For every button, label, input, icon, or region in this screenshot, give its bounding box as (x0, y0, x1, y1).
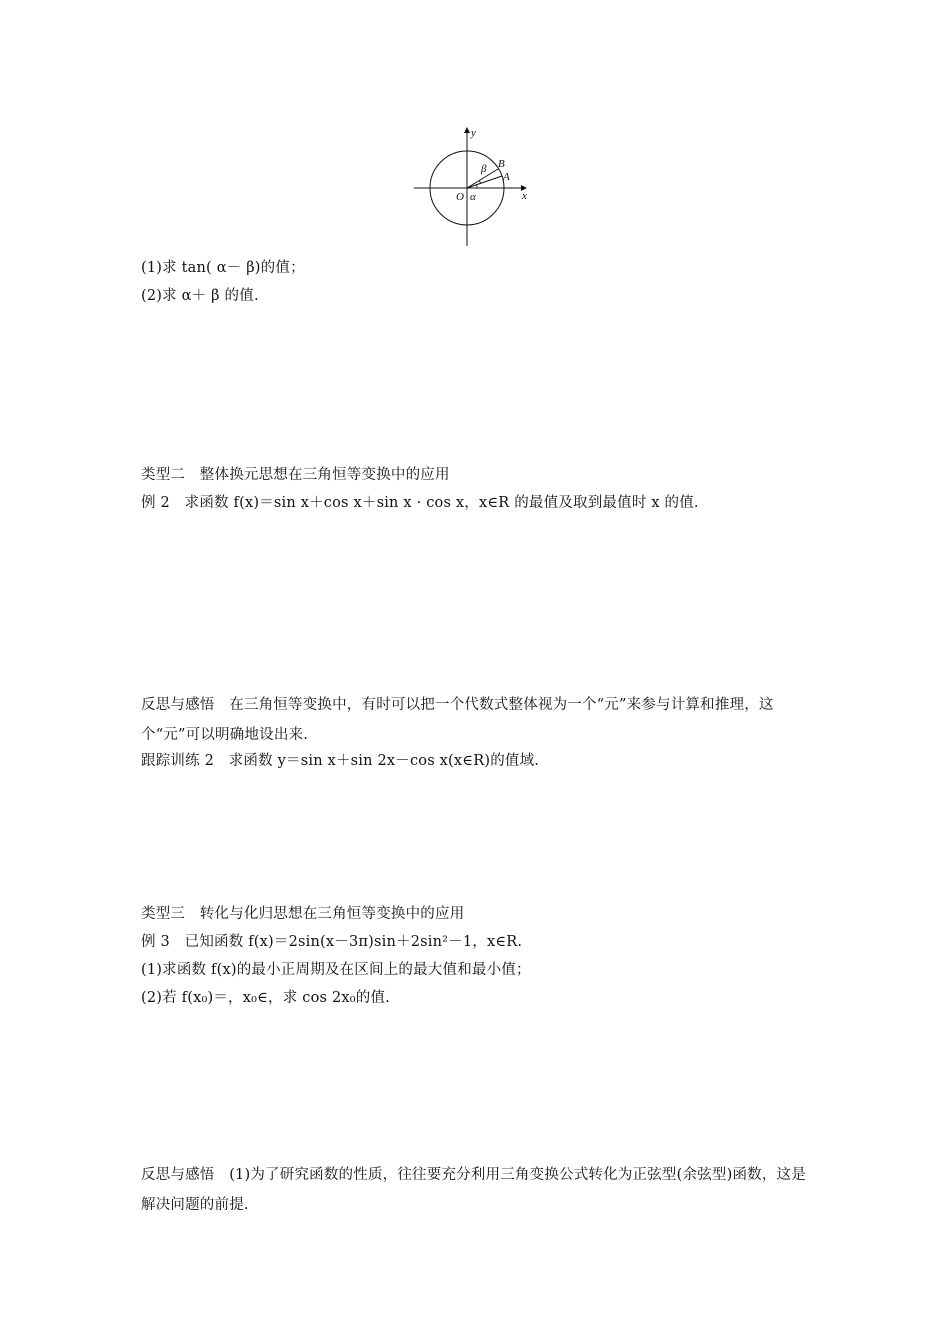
label-A: A (503, 171, 510, 183)
label-origin: O (456, 191, 464, 203)
type-two-heading: 类型二 整体换元思想在三角恒等变换中的应用 (141, 467, 450, 483)
question-2: (2)求 α＋ β 的值. (141, 288, 259, 304)
example-2: 例 2 求函数 f(x)＝sin x＋cos x＋sin x · cos x，x∈R 的最值及取到最值时 x 的值. (141, 495, 699, 511)
reflection-2: 反思与感悟 (1)为了研究函数的性质，往往要充分利用三角变换公式转化为正弦型(余弦型)函数，这是解决问题的前提. (141, 1167, 806, 1213)
label-y: y (471, 127, 476, 139)
unit-circle-figure (410, 122, 536, 248)
unit-circle-diagram (410, 122, 536, 248)
example-3-question-2: (2)若 f(x₀)＝，x₀∈，求 cos 2x₀的值. (141, 990, 390, 1006)
label-B: B (498, 158, 505, 170)
practice-2: 跟踪训练 2 求函数 y＝sin x＋sin 2x－cos x(x∈R)的值域. (141, 753, 540, 769)
label-alpha: α (470, 191, 476, 203)
type-three-heading: 类型三 转化与化归思想在三角恒等变换中的应用 (141, 906, 465, 922)
label-beta: β (481, 163, 487, 175)
example-3-question-1: (1)求函数 f(x)的最小正周期及在区间上的最大值和最小值； (141, 962, 531, 978)
example-3: 例 3 已知函数 f(x)＝2sin(x－3π)sin＋2sin²－1，x∈R. (141, 934, 523, 950)
label-x: x (522, 190, 527, 202)
question-1: (1)求 tan( α－ β)的值； (141, 260, 305, 276)
reflection-1: 反思与感悟 在三角恒等变换中，有时可以把一个代数式整体视为一个“元”来参与计算和推理，这个“元”可以明确地设出来. (141, 697, 774, 743)
